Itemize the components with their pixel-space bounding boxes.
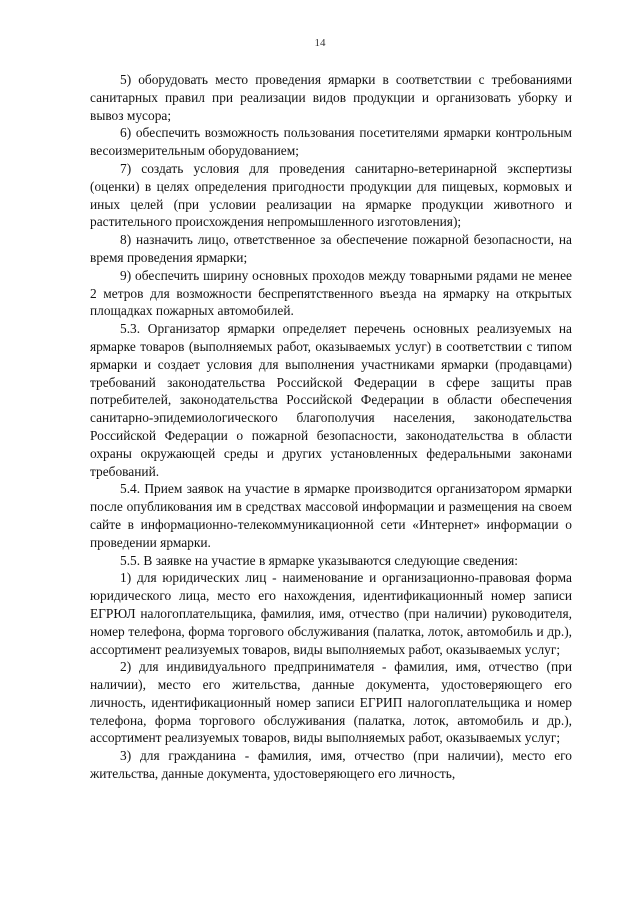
item-7-paragraph: 7) создать условия для проведения санитарно-ветеринарной экспертизы (оценки) в целях определения пригодности продукции для пищевых, кормовых и иных целей (при условии реализации на ярмарке продукции животного и растительного происхождения непромышленного изготовления); xyxy=(90,160,572,230)
page-number: 14 xyxy=(314,37,326,49)
item-6-paragraph: 6) обеспечить возможность пользования посетителями ярмарки контрольным весоизмерительным оборудованием; xyxy=(90,125,572,159)
item-9-paragraph: 9) обеспечить ширину основных проходов между товарными рядами не менее 2 метров для возможности беспрепятственного въезда на ярмарку на открытых площадках пожарных автомобилей. xyxy=(90,267,572,319)
clause-5-5-paragraph: 5.5. В заявке на участие в ярмарке указываются следующие сведения: xyxy=(120,552,518,568)
item-5-paragraph: 5) оборудовать место проведения ярмарки в соответствии с требованиями санитарных правил при реализации видов продукции и организовать уборку и вывоз мусора; xyxy=(90,72,572,123)
document-body xyxy=(90,71,572,783)
item-8-paragraph: 8) назначить лицо, ответственное за обеспечение пожарной безопасности, на время проведения ярмарки; xyxy=(90,232,572,265)
clause-5-4-paragraph: 5.4. Прием заявок на участие в ярмарке производится организатором ярмарки после опубликования им в средствах массовой информации и размещения на своем сайте в информационно-телекоммуникационной сети «Интернет» информации о проведении ярмарки. xyxy=(90,481,572,550)
subitem-2-entrepreneur-paragraph: 2) для индивидуального предпринимателя - фамилия, имя, отчество (при наличии), место его жительства, данные документа, удостоверяющего его личность, идентификационный номер записи ЕГРИП налогоплательщика и номер телефона, форма торгового обслуживания (палатка, лоток, автомобиль и др.), ассортимент реализуемых товаров, виды выполняемых работ, оказываемых услуг; xyxy=(90,659,572,746)
subitem-3-citizen-paragraph: 3) для гражданина - фамилия, имя, отчество (при наличии), место его жительства, данные документа, удостоверяющего его личность, xyxy=(90,748,572,782)
clause-5-3-paragraph: 5.3. Организатор ярмарки определяет перечень основных реализуемых на ярмарке товаров (выполняемых работ, оказываемых услуг) в соответствии с типом ярмарки и создает условия для выполнения участниками ярмарки (продавцами) требований законодательства Российской Федерации в сфере защиты прав потребителей, законодательства Российской Федерации в области обеспечения санитарно-эпидемиологического благополучия населения, законодательства Российской Федерации о пожарной безопасности, законодательства в области охраны окружающей среды и других установленных федеральными законами требований. xyxy=(90,321,572,479)
subitem-1-legal-entities-paragraph: 1) для юридических лиц - наименование и организационно-правовая форма юридического лица, место его нахождения, идентификационный номер записи ЕГРЮЛ налогоплательщика, фамилия, имя, отчество (при наличии) руководителя, номер телефона, форма торгового обслуживания (палатка, лоток, автомобиль и др.), ассортимент реализуемых товаров, виды выполняемых работ, оказываемых услуг; xyxy=(90,570,572,657)
